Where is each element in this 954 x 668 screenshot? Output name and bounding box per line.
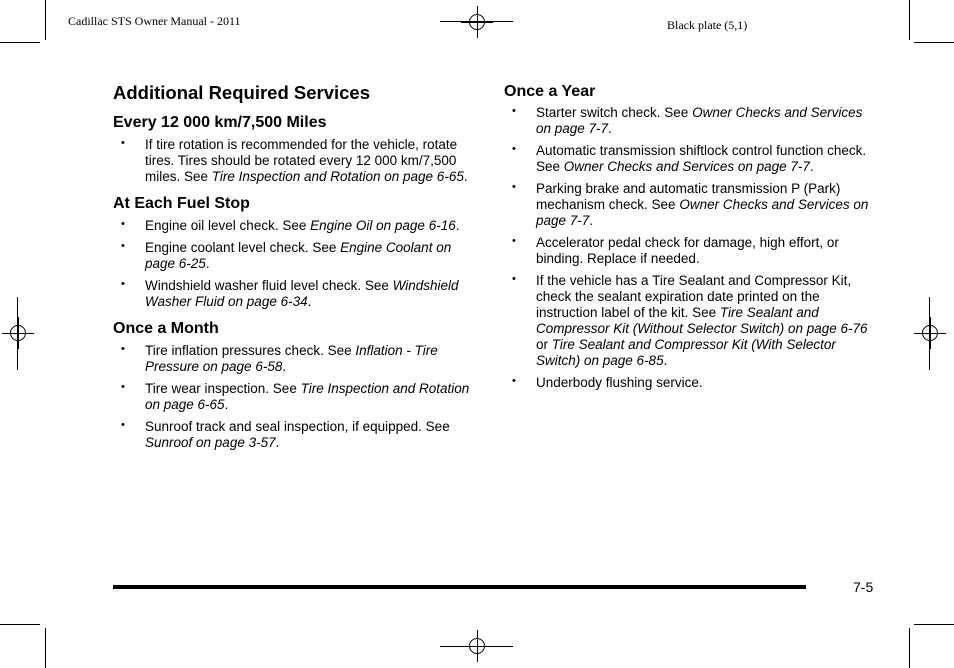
item-text-after: . (205, 256, 210, 271)
item-text-after: . (463, 169, 468, 184)
service-list (504, 105, 876, 391)
item-text-after: . (275, 435, 280, 450)
item-text: Parking brake and automatic transmission P (Park) mechanism check. See (536, 181, 841, 212)
registration-line (440, 646, 513, 647)
item-text-after: . (224, 397, 229, 412)
cross-reference-link[interactable]: Owner Checks and Services on page 7-7 (536, 197, 869, 228)
bullet: • (512, 235, 516, 247)
manual-title: Cadillac STS Owner Manual - 2011 (68, 14, 241, 28)
item-text: If the vehicle has a Tire Sealant and Compressor Kit, check the sealant expiration date printed on the instruction label of the kit. See (536, 273, 852, 320)
page-title: Additional Required Services (113, 82, 371, 103)
item-text-after: . (663, 353, 668, 368)
item-text-after: . (282, 359, 287, 374)
list-item (113, 218, 483, 234)
item-text-after: . (455, 218, 460, 233)
item-text: Engine coolant level check. See (145, 240, 341, 255)
crop-mark (914, 42, 954, 43)
cross-reference-link[interactable]: Tire Sealant and Compressor Kit (With Selector Switch) on page 6-85 (536, 337, 836, 368)
plate-label: Black plate (5,1) (667, 18, 748, 32)
bullet: • (512, 143, 516, 155)
list-item (113, 419, 483, 451)
cross-reference-link[interactable]: Owner Checks and Services on page 7-7 (563, 159, 810, 174)
cross-reference-link[interactable]: Inflation - Tire Pressure on page 6-58 (145, 343, 438, 374)
bullet: • (121, 343, 125, 355)
item-text: Engine oil level check. See (145, 218, 311, 233)
registration-line (929, 297, 930, 370)
item-text: Automatic transmission shiftlock control function check. See (536, 143, 867, 174)
bullet: • (121, 381, 125, 393)
list-item (504, 235, 876, 267)
right-sections (504, 82, 876, 391)
item-text-after: or (536, 337, 552, 352)
crop-mark (909, 628, 910, 668)
bullet: • (512, 375, 516, 387)
bullet: • (121, 278, 125, 290)
cross-reference-link[interactable]: Engine Oil on page 6-16 (310, 218, 456, 233)
left-column (113, 82, 483, 460)
page-number: 7-5 (853, 579, 874, 595)
service-list (113, 137, 483, 185)
item-text-after: . (809, 159, 814, 174)
crop-mark (0, 624, 40, 625)
item-text: Starter switch check. See (536, 105, 693, 120)
cross-reference-link[interactable]: Tire Sealant and Compressor Kit (Without Selector Switch) on page 6-76 (536, 305, 868, 336)
crop-mark (914, 624, 954, 625)
bullet: • (121, 218, 125, 230)
list-item (504, 181, 876, 229)
section (113, 319, 483, 451)
bullet: • (512, 273, 516, 285)
registration-mark-right (914, 317, 946, 349)
list-item (504, 105, 876, 137)
bullet: • (121, 419, 125, 431)
list-item (113, 381, 483, 413)
item-text: Windshield washer fluid level check. See (145, 278, 393, 293)
item-text-after: . (608, 121, 612, 136)
right-column (504, 82, 876, 400)
registration-line (17, 297, 18, 370)
left-sections (113, 113, 483, 451)
section-heading: Once a Year (504, 83, 596, 100)
bullet: • (512, 105, 516, 117)
list-item (113, 137, 483, 185)
item-text: Tire inflation pressures check. See (145, 343, 356, 358)
item-text-after: . (307, 294, 312, 309)
crop-mark (45, 628, 46, 668)
service-list (113, 218, 483, 310)
registration-mark-left (2, 317, 34, 349)
item-text-after: . (589, 213, 594, 228)
bullet: • (121, 137, 125, 149)
crop-mark (909, 0, 910, 40)
section (113, 194, 483, 310)
bullet: • (512, 181, 516, 193)
item-text: Accelerator pedal check for damage, high effort, or binding. Replace if needed. (536, 235, 839, 266)
list-item (113, 278, 483, 310)
cross-reference-link[interactable]: Owner Checks and Services on page 7-7 (536, 105, 863, 136)
item-text: Sunroof track and seal inspection, if equipped. See (145, 419, 450, 434)
list-item (504, 273, 876, 369)
list-item (504, 143, 876, 175)
item-text: If tire rotation is recommended for the vehicle, rotate tires. Tires should be rotated every 12 000 km/7,500 miles. See (145, 137, 458, 184)
service-list (113, 343, 483, 451)
crop-mark (0, 42, 40, 43)
list-item (504, 375, 876, 391)
section-heading: At Each Fuel Stop (113, 195, 250, 212)
registration-mark-top (461, 6, 493, 38)
cross-reference-link[interactable]: Sunroof on page 3-57 (145, 435, 276, 450)
list-item (113, 240, 483, 272)
bullet: • (121, 240, 125, 252)
list-item (113, 343, 483, 375)
cross-reference-link[interactable]: Tire Inspection and Rotation on page 6-65 (211, 169, 464, 184)
registration-line (440, 21, 513, 22)
cross-reference-link[interactable]: Engine Coolant on page 6-25 (145, 240, 452, 271)
section-heading: Once a Month (113, 320, 219, 337)
section (113, 113, 483, 185)
section (504, 82, 876, 391)
item-text: Tire wear inspection. See (145, 381, 301, 396)
item-text: Underbody flushing service. (536, 375, 703, 390)
crop-mark (45, 0, 46, 40)
cross-reference-link[interactable]: Windshield Washer Fluid on page 6-34 (145, 278, 459, 309)
section-heading: Every 12 000 km/7,500 Miles (113, 114, 327, 131)
footer-rule (113, 585, 806, 589)
cross-reference-link[interactable]: Tire Inspection and Rotation on page 6-65 (145, 381, 470, 412)
